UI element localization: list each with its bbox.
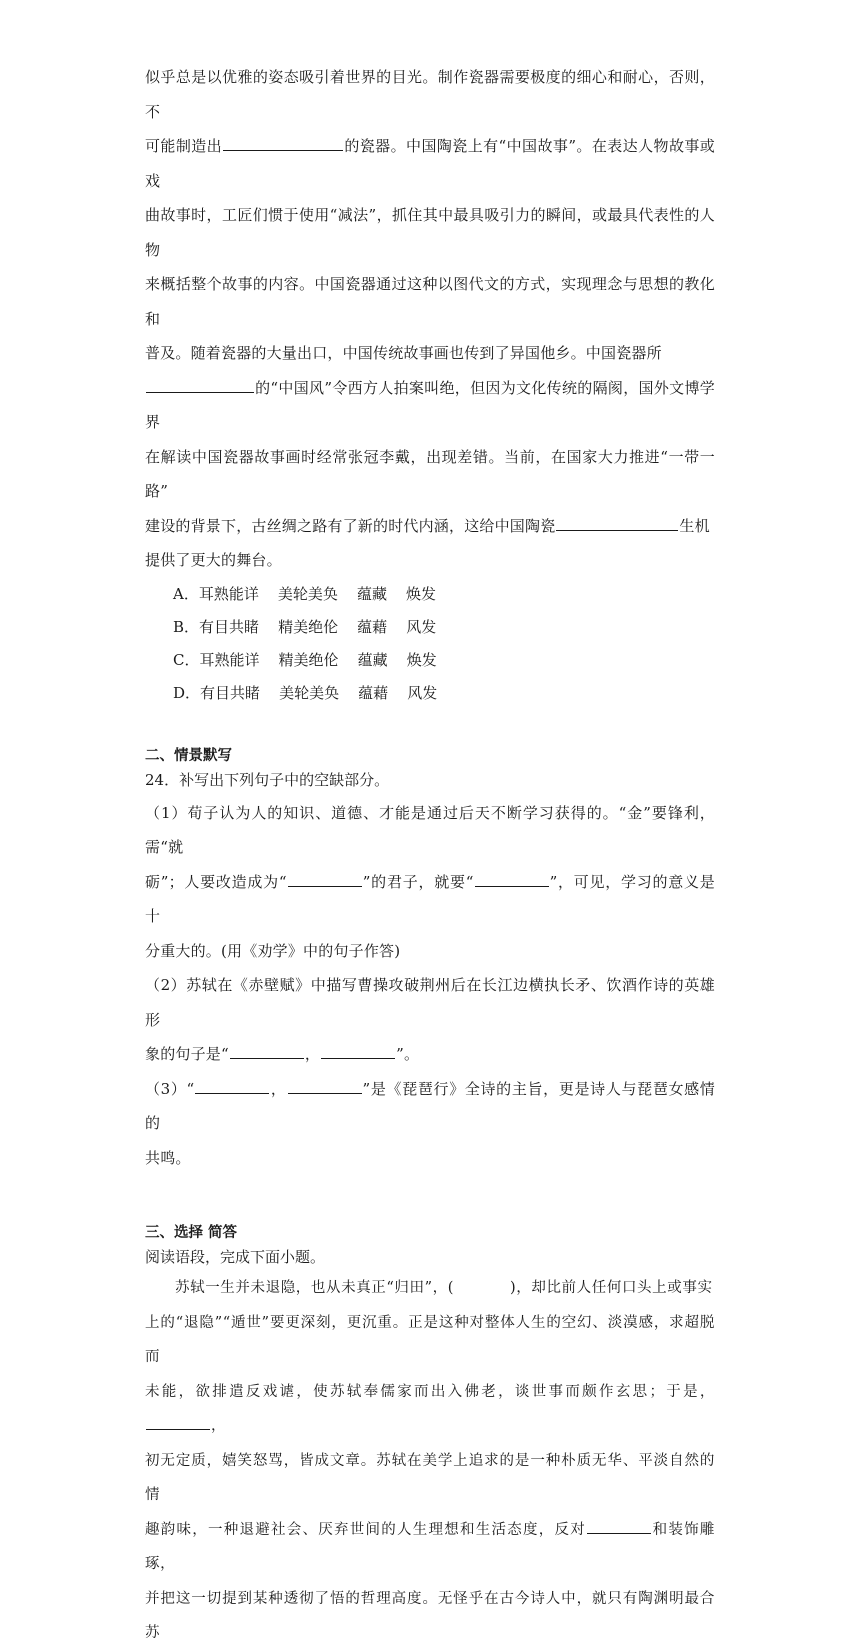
answer-blank[interactable] [195, 1078, 269, 1094]
sub-question-text: ”是《琵琶行》全诗的主旨，更是诗人与琵琶女感情的 [145, 1079, 716, 1132]
answer-blank[interactable] [475, 871, 549, 887]
passage-line: 提供了更大的舞台。 [145, 551, 282, 569]
passage-line: 生机 [679, 516, 710, 535]
option-a[interactable]: A．耳熟能详 美轮美奂 蕴藏 焕发 [173, 584, 437, 603]
sub-question-text: ”，可见，学习的意义是十 [145, 872, 715, 925]
passage-line: 趣韵味，一种退避社会、厌弃世间的人生理想和生活态度，反对 [145, 1521, 586, 1538]
passage-line: 曲故事时，工匠们惯于使用“减法”，抓住其中最具吸引力的瞬间，或最具代表性的人物 [145, 206, 715, 259]
sub-question-3: （3）“ [145, 1079, 195, 1098]
passage-line: 似乎总是以优雅的姿态吸引着世界的目光。制作瓷器需要极度的细心和耐心，否则，不 [145, 68, 715, 121]
passage-line: 苏轼一生并未退隐，也从未真正“归田”，( [175, 1280, 454, 1296]
answer-blank[interactable] [146, 1414, 210, 1430]
question-stem-24: 24．补写出下列句子中的空缺部分。 [145, 770, 390, 789]
question-24-items [145, 796, 715, 1176]
option-c[interactable]: C．耳熟能详 精美绝伦 蕴藏 焕发 [173, 650, 437, 669]
passage-line: 的“中国风”令西方人拍案叫绝，但因为文化传统的隔阂，国外文博学界 [145, 378, 715, 431]
section-title-choice: 三、选择 简答 [145, 1225, 238, 1241]
sub-question-text: 砺”；人要改造成为“ [145, 872, 287, 891]
sub-question-text: ， [304, 1045, 321, 1063]
passage-line: 的瓷器。中国陶瓷上有“中国故事”。在表达人物故事或戏 [145, 137, 715, 190]
document-page [145, 60, 715, 1651]
sub-question-text: ”的君子，就要“ [362, 872, 474, 891]
answer-options [145, 578, 715, 710]
passage-line: 和装饰雕琢， [145, 1521, 715, 1572]
sub-question-2: （2）苏轼在《赤壁赋》中描写曹操攻破荆州后在长江边横执长矛、饮酒作诗的英雄形 [145, 976, 715, 1029]
answer-blank[interactable] [587, 1518, 651, 1534]
reading-instruction: 阅读语段，完成下面小题。 [145, 1248, 326, 1266]
passage-line: 并把这一切提到某种透彻了悟的哲理高度。无怪乎在古今诗人中，就只有陶渊明最合苏 [145, 1590, 715, 1641]
passage-line: 来概括整个故事的内容。中国瓷器通过这种以图代文的方式，实现理念与思想的教化和 [145, 275, 715, 328]
answer-blank[interactable] [288, 1078, 362, 1094]
passage-line: 可能制造出 [145, 137, 223, 155]
section-title-dictation: 二、情景默写 [145, 747, 232, 764]
sub-question-text: ， [270, 1079, 287, 1098]
answer-blank[interactable] [223, 135, 343, 151]
option-d[interactable]: D．有目共睹 美轮美奂 蕴藉 风发 [173, 683, 438, 702]
passage-line: )，却比前人任何口头上或事实 [509, 1280, 713, 1296]
sub-question-1: （1）荀子认为人的知识、道德、才能是通过后天不断学习获得的。“金”要锋利，需“就 [145, 803, 715, 856]
reading-passage [145, 1271, 715, 1651]
passage-line: 初无定质，嬉笑怒骂，皆成文章。苏轼在美学上追求的是一种朴质无华、平淡自然的情 [145, 1452, 715, 1503]
passage-line: 普及。随着瓷器的大量出口，中国传统故事画也传到了异国他乡。中国瓷器所 [145, 344, 662, 362]
sub-question-text: 共鸣。 [145, 1148, 191, 1167]
sub-question-text: 象的句子是“ [145, 1045, 229, 1063]
answer-blank[interactable] [230, 1043, 304, 1059]
passage-line: 上的“退隐”“遁世”要更深刻，更沉重。正是这种对整体人生的空幻、淡漠感，求超脱而 [145, 1314, 715, 1365]
option-b[interactable]: B．有目共睹 精美绝伦 蕴藉 风发 [173, 617, 437, 636]
passage-line: 在解读中国瓷器故事画时经常张冠李戴，出现差错。当前，在国家大力推进“一带一路” [145, 447, 715, 500]
sub-question-text: 分重大的。(用《劝学》中的句子作答) [145, 941, 401, 960]
answer-blank[interactable] [146, 377, 254, 393]
passage-line: 建设的背景下，古丝绸之路有了新的时代内涵，这给中国陶瓷 [145, 516, 556, 535]
passage-line: 未能，欲排遣反戏谑，使苏轼奉儒家而出入佛老，谈世事而颇作玄思；于是， [145, 1383, 715, 1400]
answer-blank[interactable] [321, 1043, 395, 1059]
passage-q23 [145, 60, 715, 578]
passage-line: ， [211, 1418, 227, 1434]
sub-question-text: ”。 [396, 1045, 420, 1063]
answer-blank[interactable] [288, 871, 362, 887]
answer-blank[interactable] [556, 515, 678, 531]
